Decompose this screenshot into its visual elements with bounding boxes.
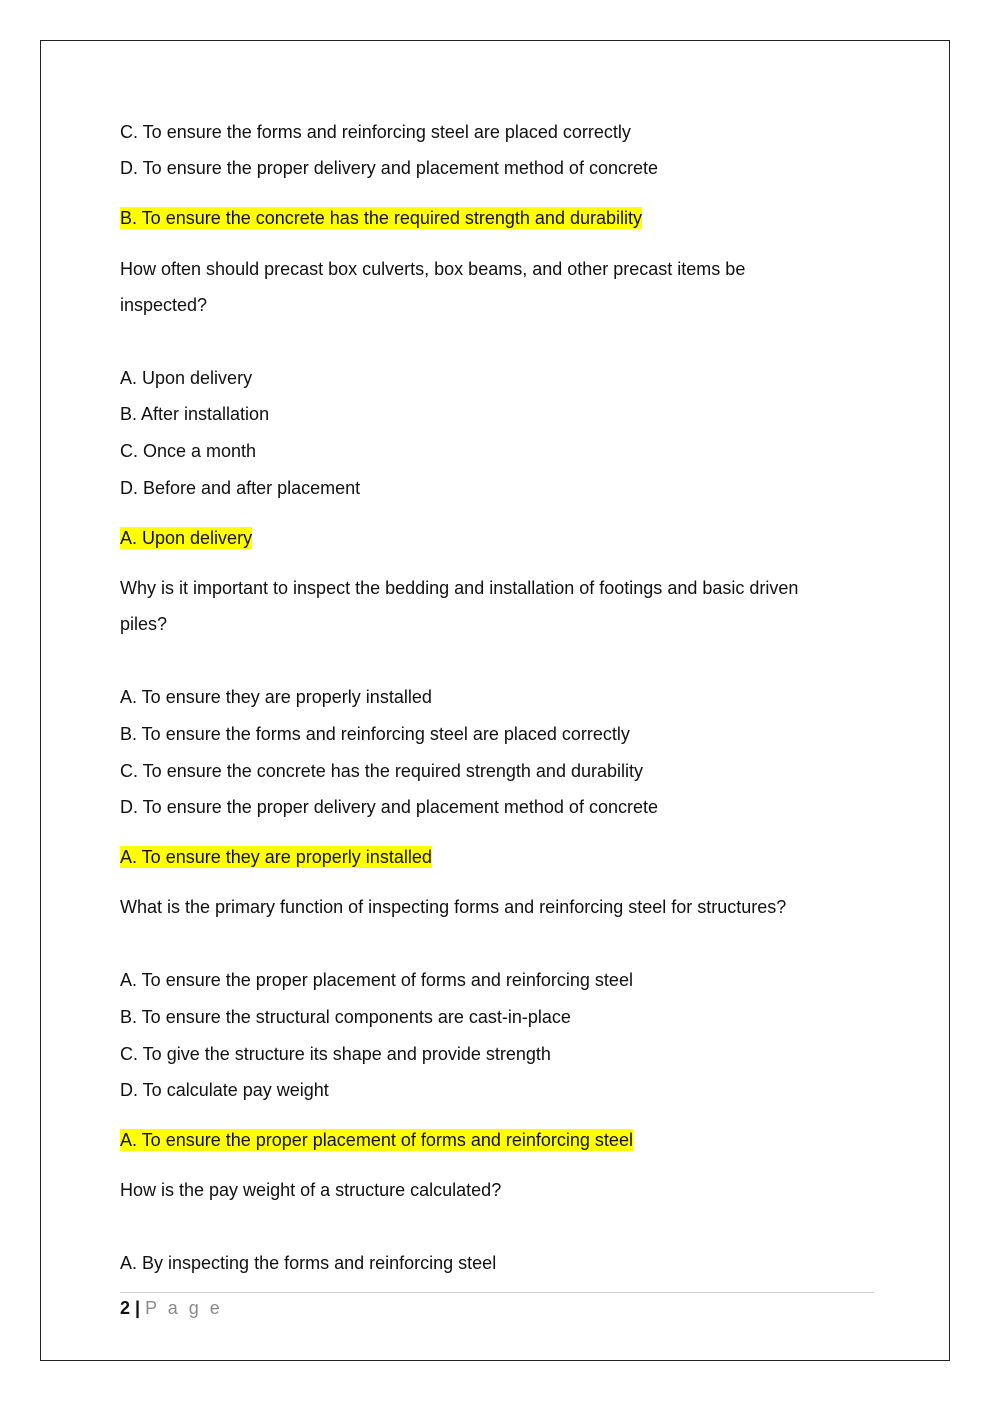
option-line: B. After installation [120,404,270,424]
option-line: C. To ensure the concrete has the required strength and durability [120,761,643,781]
option-line: D. To calculate pay weight [120,1080,329,1100]
option-line: C. Once a month [120,441,257,461]
option-line: D. To ensure the proper delivery and placement method of concrete [120,158,658,178]
answer-line [120,845,432,869]
option-line: D. To ensure the proper delivery and placement method of concrete [120,797,658,817]
question-line: How is the pay weight of a structure calculated? [120,1180,502,1200]
answer-highlight: B. To ensure the concrete has the required strength and durability [120,208,642,228]
answer-highlight: A. To ensure the proper placement of forms and reinforcing steel [120,1130,633,1150]
page-number: 2 [120,1298,131,1318]
option-line: B. To ensure the structural components are cast-in-place [120,1007,571,1027]
page-footer [120,1296,223,1320]
footer-separator: | [135,1298,141,1318]
option-line: A. By inspecting the forms and reinforcing steel [120,1253,497,1273]
question-line: piles? [120,614,168,634]
answer-highlight: A. To ensure they are properly installed [120,847,432,867]
option-line: B. To ensure the forms and reinforcing steel are placed correctly [120,724,630,744]
option-line: A. Upon delivery [120,368,253,388]
option-line: D. Before and after placement [120,478,361,498]
question-line: inspected? [120,295,208,315]
option-line: C. To ensure the forms and reinforcing steel are placed correctly [120,122,631,142]
answer-line [120,206,642,230]
footer-rule [120,1292,874,1293]
option-line: A. To ensure the proper placement of forms and reinforcing steel [120,970,633,990]
answer-highlight: A. Upon delivery [120,528,253,548]
option-line: A. To ensure they are properly installed [120,687,432,707]
page-word: P a g e [145,1298,223,1318]
question-line: What is the primary function of inspecting forms and reinforcing steel for structures? [120,897,787,917]
answer-line [120,1128,633,1152]
question-line: How often should precast box culverts, box beams, and other precast items be [120,259,746,279]
option-line: C. To give the structure its shape and provide strength [120,1044,551,1064]
question-line: Why is it important to inspect the bedding and installation of footings and basic driven [120,578,799,598]
answer-line [120,526,252,550]
